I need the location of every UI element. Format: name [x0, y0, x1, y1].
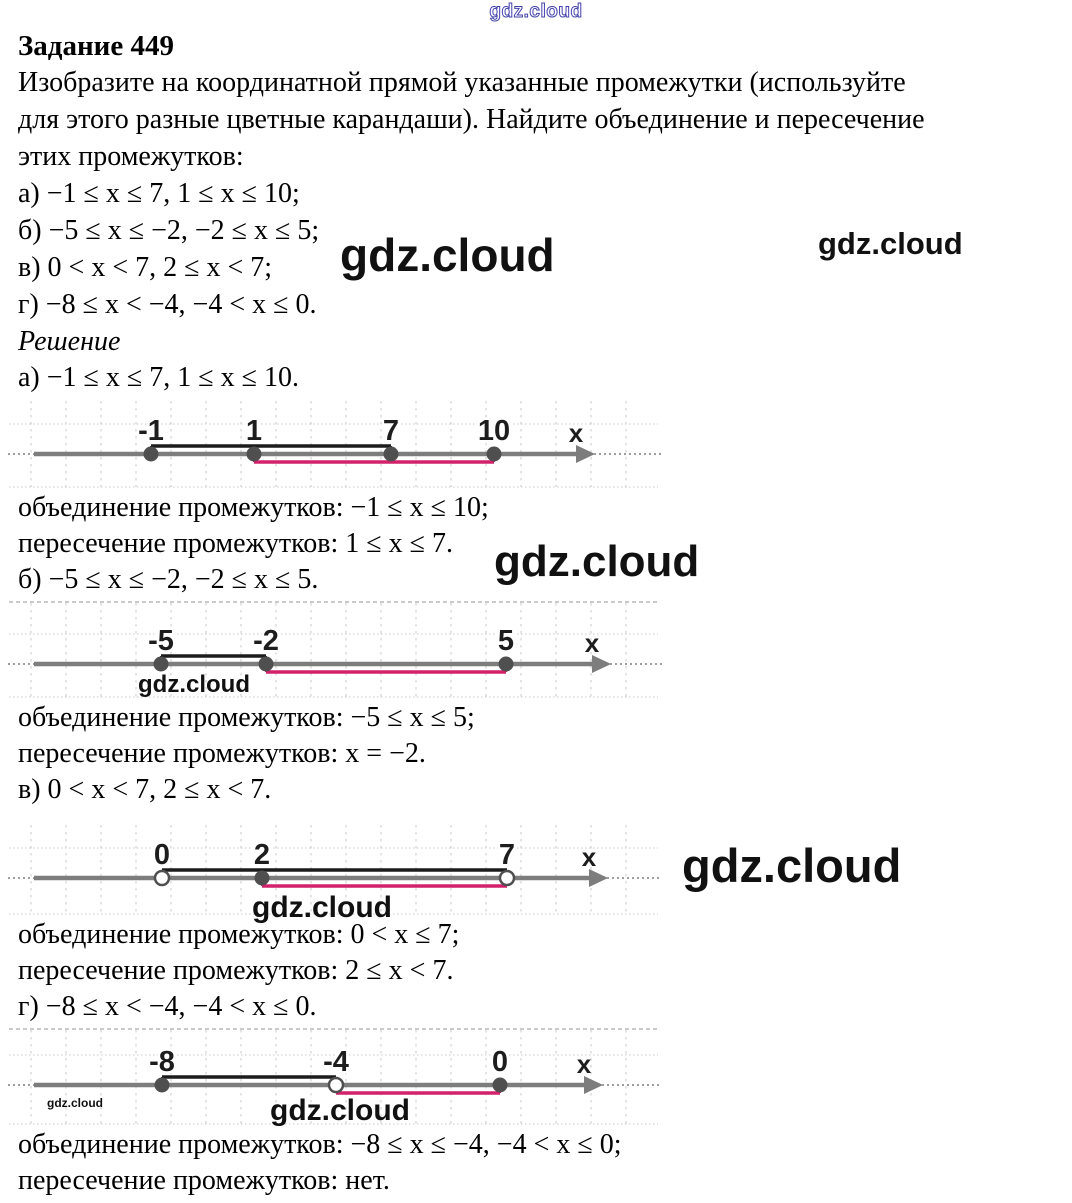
union-line-b: объединение промежутков: −5 ≤ x ≤ 5; — [18, 702, 475, 733]
point-label: 5 — [497, 625, 515, 657]
solution-part-b — [18, 562, 1072, 772]
point-label: 2 — [253, 839, 271, 871]
watermark: gdz.cloud — [138, 671, 250, 698]
axis-x-label: x — [568, 418, 584, 448]
closed-point — [499, 657, 514, 672]
solution-part-v-heading: в) 0 < x < 7, 2 ≤ x < 7. — [18, 774, 272, 805]
problem-intro-line: Изобразите на координатной прямой указанные промежутки (используйте — [18, 67, 906, 98]
open-point — [329, 1078, 343, 1092]
point-label: 1 — [245, 415, 263, 447]
point-label: -2 — [253, 625, 279, 657]
axis-x-label: x — [581, 842, 597, 872]
problem-item-b: б) −5 ≤ x ≤ −2, −2 ≤ x ≤ 5; — [18, 215, 320, 246]
solution-label: Решение — [18, 326, 121, 357]
closed-point — [155, 1078, 170, 1093]
watermark: gdz.cloud — [340, 229, 555, 281]
point-label: -4 — [323, 1046, 349, 1078]
point-label: 7 — [498, 839, 516, 871]
closed-point — [255, 871, 270, 886]
open-point — [500, 871, 514, 885]
problem-statement — [18, 64, 1072, 323]
closed-point — [154, 657, 169, 672]
point-label: -1 — [138, 415, 164, 447]
closed-point — [259, 657, 274, 672]
point-label: 10 — [477, 415, 511, 447]
intersection-line-b: пересечение промежутков: x = −2. — [18, 738, 426, 769]
solution-part-g-heading: г) −8 ≤ x < −4, −4 < x ≤ 0. — [18, 991, 317, 1022]
solution-part-b-heading: б) −5 ≤ x ≤ −2, −2 ≤ x ≤ 5. — [18, 564, 319, 595]
intersection-line-v: пересечение промежутков: 2 ≤ x < 7. — [18, 955, 454, 986]
problem-intro-line: этих промежутков: — [18, 141, 244, 172]
watermark: gdz.cloud — [270, 1094, 410, 1127]
solution-part-v — [18, 772, 1072, 989]
point-label: -8 — [149, 1046, 175, 1078]
axis-x-label: x — [576, 1049, 592, 1079]
watermark: gdz.cloud — [494, 537, 700, 586]
closed-point — [144, 447, 159, 462]
union-line-v: объединение промежутков: 0 < x ≤ 7; — [18, 919, 460, 950]
task-title: Задание 449 — [18, 30, 175, 62]
axis-x-label: x — [584, 628, 600, 658]
watermark: gdz.cloud — [818, 226, 963, 261]
watermark: gdz.cloud — [682, 839, 902, 892]
union-line-a: объединение промежутков: −1 ≤ x ≤ 10; — [18, 492, 489, 523]
open-point — [155, 871, 169, 885]
solution-part-g — [18, 989, 1072, 1199]
closed-point — [384, 447, 399, 462]
point-label: -5 — [148, 625, 174, 657]
problem-item-v: в) 0 < x < 7, 2 ≤ x < 7; — [18, 252, 273, 283]
watermark-top: gdz.cloud — [489, 1, 583, 22]
closed-point — [247, 447, 262, 462]
solution-part-a-heading: а) −1 ≤ x ≤ 7, 1 ≤ x ≤ 10. — [18, 362, 300, 393]
point-label: 0 — [491, 1046, 509, 1078]
problem-item-g: г) −8 ≤ x < −4, −4 < x ≤ 0. — [18, 289, 317, 320]
coordinate-line-diagram-b — [6, 600, 666, 700]
watermark: gdz.cloud — [47, 1096, 103, 1110]
problem-intro-line: для этого разные цветные карандаши). Найдите объединение и пересечение — [18, 104, 925, 135]
intersection-line-a: пересечение промежутков: 1 ≤ x ≤ 7. — [18, 528, 454, 559]
watermark: gdz.cloud — [252, 891, 392, 924]
coordinate-line-diagram-a — [6, 398, 666, 490]
closed-point — [487, 447, 502, 462]
intersection-line-g: пересечение промежутков: нет. — [18, 1165, 390, 1196]
solution-part-a — [18, 360, 1072, 562]
point-label: 7 — [382, 415, 400, 447]
union-line-g: объединение промежутков: −8 ≤ x ≤ −4, −4 < x ≤ 0; — [18, 1129, 622, 1160]
problem-item-a: а) −1 ≤ x ≤ 7, 1 ≤ x ≤ 10; — [18, 178, 300, 209]
point-label: 0 — [153, 839, 171, 871]
closed-point — [493, 1078, 508, 1093]
